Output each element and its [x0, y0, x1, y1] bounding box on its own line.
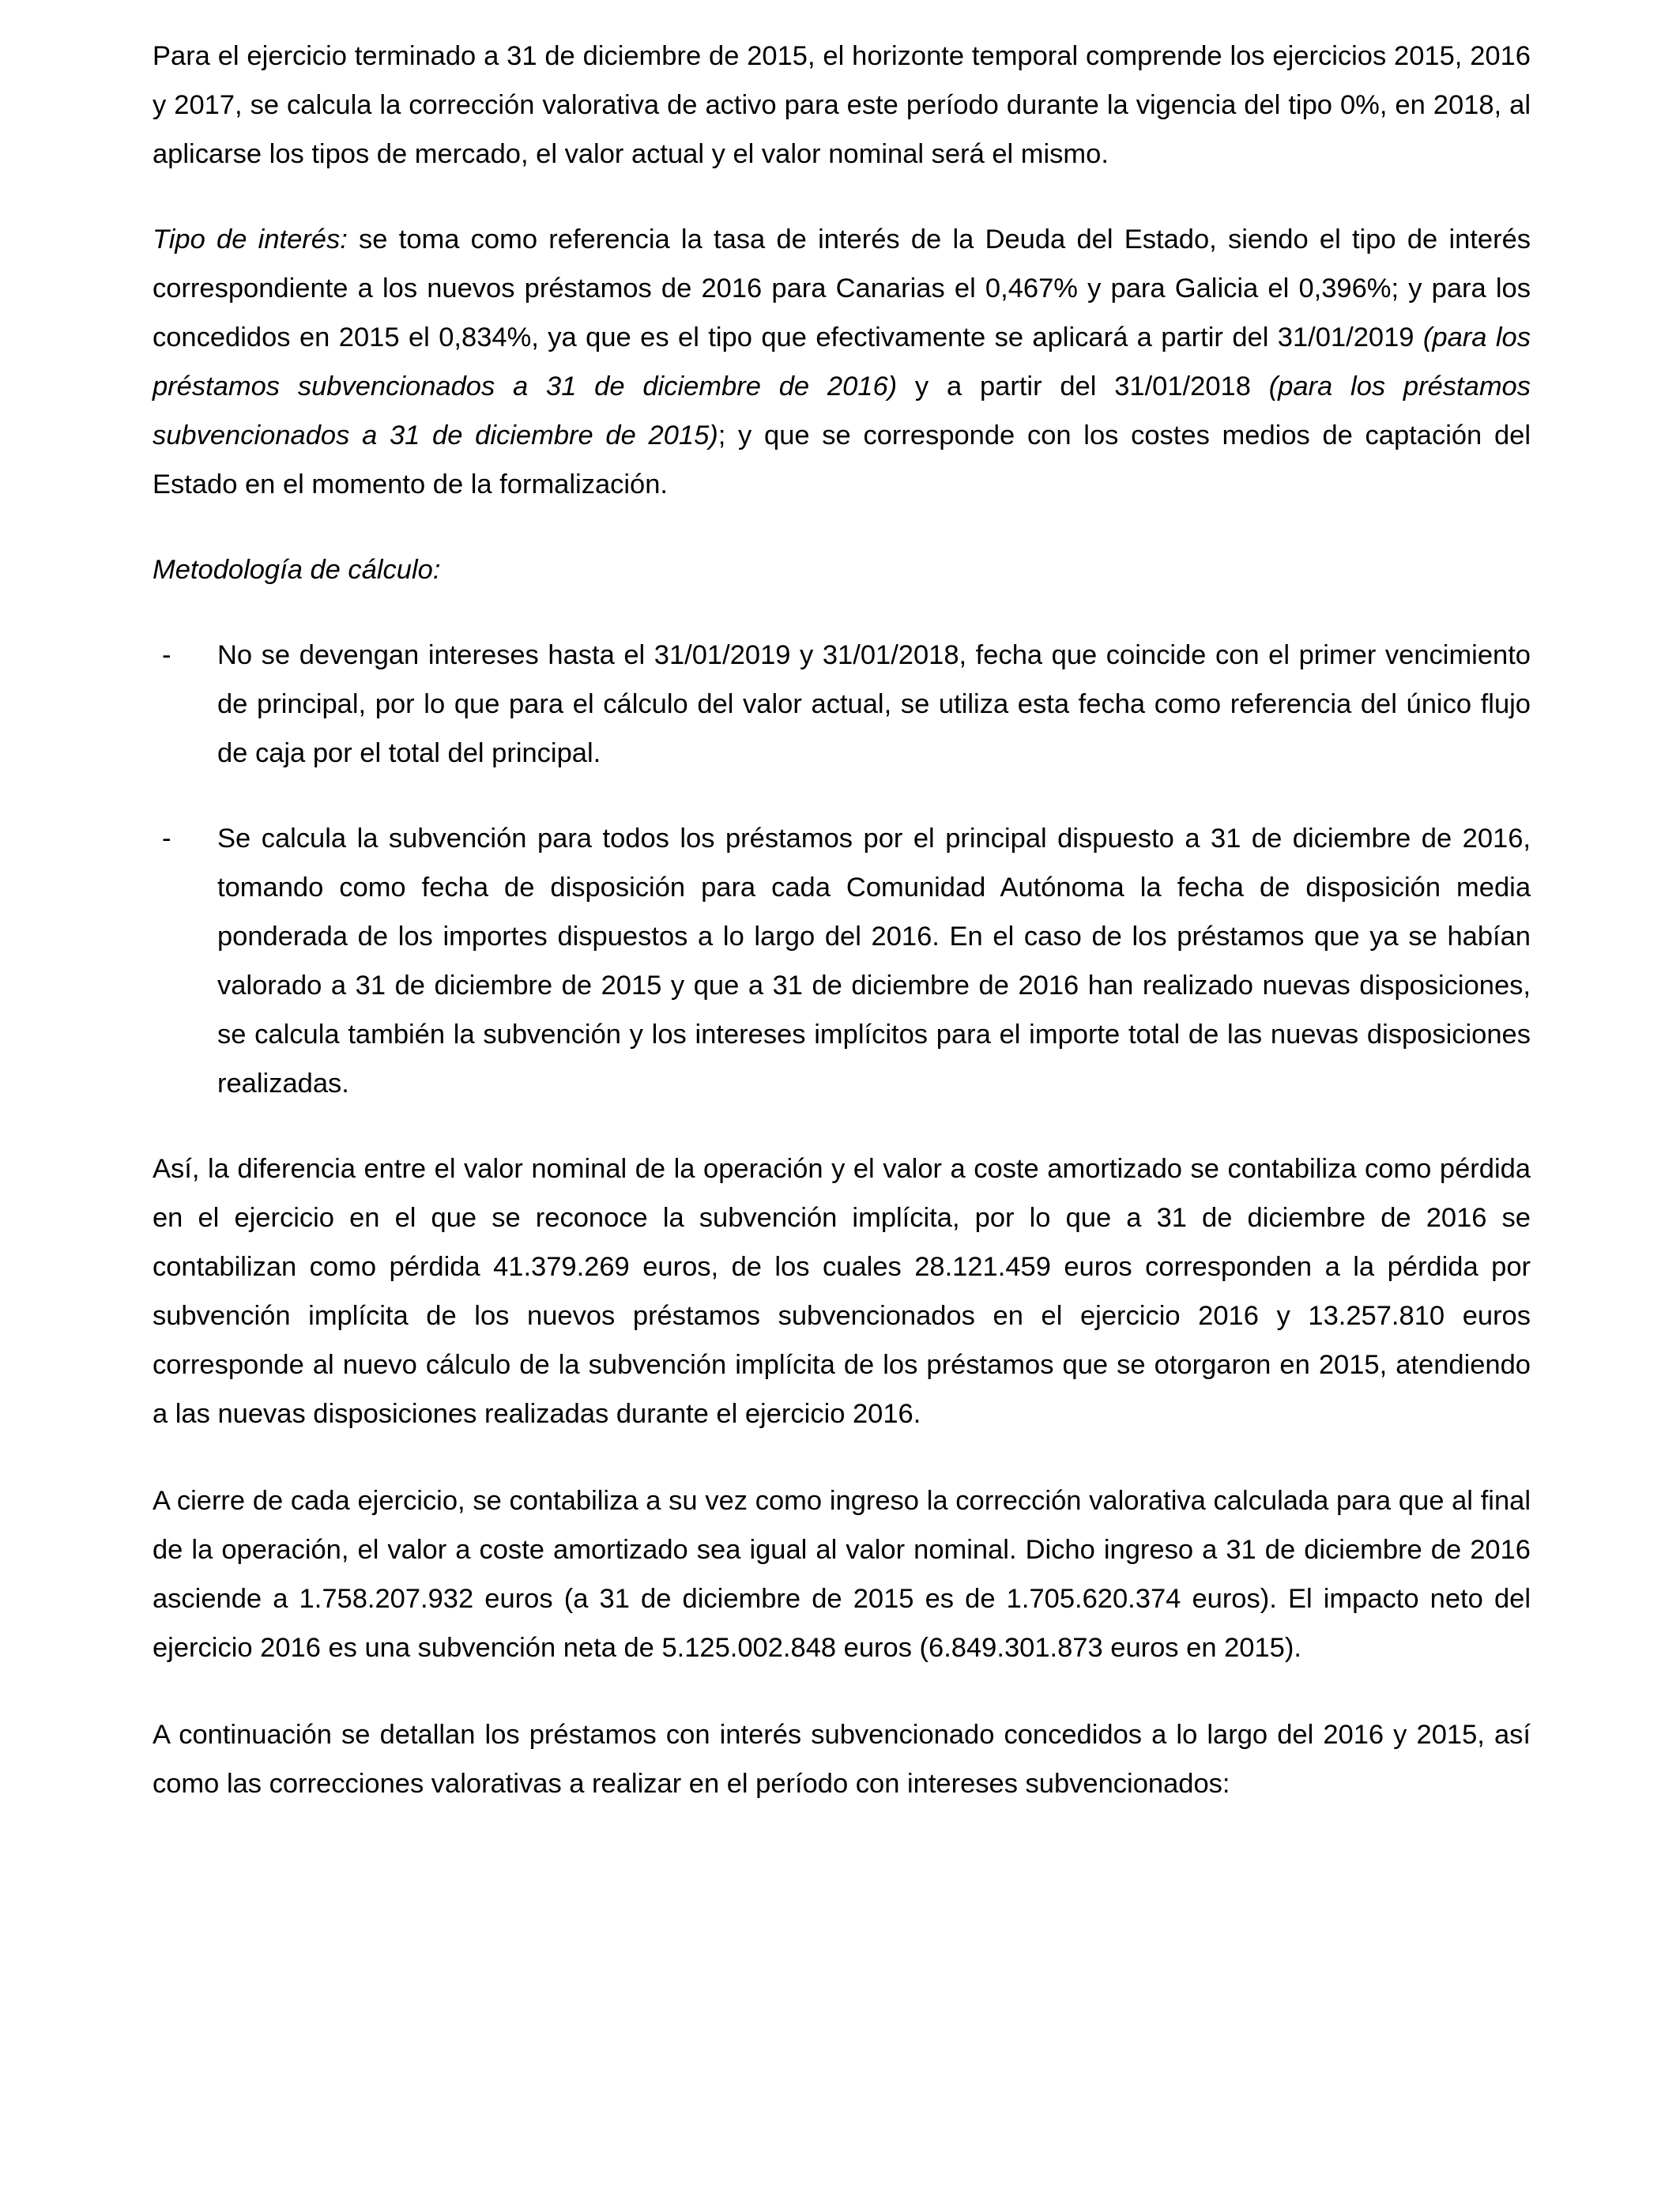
list-marker: -	[162, 640, 171, 670]
interest-rate-text-c: y a partir del 31/01/2018	[897, 371, 1269, 401]
interest-rate-text-e: ; y que se corresponde con los costes medios de captación del Estado en el momento de la formalización.	[153, 420, 1531, 499]
list-item-text: Se calcula la subvención para todos los préstamos por el principal dispuesto a 31 de diciembre de 2016, tomando como fecha de disposición para cada Comunidad Autónoma la fecha de disposición media ponderada de los importes dispuestos a lo largo del 2016. En el caso de los préstamos que ya se habían valorado a 31 de diciembre de 2015 y que a 31 de diciembre de 2016 han realizado nuevas disposiciones, se calcula también la subvención y los intereses implícitos para el importe total de las nuevas disposiciones realizadas.	[217, 824, 1531, 1099]
list-marker: -	[162, 824, 171, 854]
document-page	[153, 32, 1531, 1845]
paragraph-horizon: Para el ejercicio terminado a 31 de diciembre de 2015, el horizonte temporal comprende los ejercicios 2015, 2016 y 2017, se calcula la corrección valorativa de activo para este período durante la vigencia del tipo 0%, en 2018, al aplicarse los tipos de mercado, el valor actual y el valor nominal será el mismo.	[153, 41, 1531, 169]
paragraph-loss-recognition: Así, la diferencia entre el valor nominal de la operación y el valor a coste amortizado se contabiliza como pérdida en el ejercicio en el que se reconoce la subvención implícita, por lo que a 31 de diciembre de 2016 se contabilizan como pérdida 41.379.269 euros, de los cuales 28.121.459 euros corresponden a la pérdida por subvención implícita de los nuevos préstamos subvencionados en el ejercicio 2016 y 13.257.810 euros corresponde al nuevo cálculo de la subvención implícita de los préstamos que se otorgaron en 2015, atendiendo a las nuevas disposiciones realizadas durante el ejercicio 2016.	[153, 1154, 1531, 1429]
methodology-heading: Metodología de cálculo:	[153, 555, 441, 585]
paragraph-interest-rate	[153, 215, 1531, 509]
paragraph-detail-intro: A continuación se detallan los préstamos con interés subvencionado concedidos a lo largo del 2016 y 2015, así como las correcciones valorativas a realizar en el período con intereses subvencionados:	[153, 1720, 1531, 1799]
list-item-subsidy-calculation	[153, 814, 1531, 1108]
interest-rate-italic-d: (para los préstamos subvencionados a 31 de diciembre de 2015)	[153, 371, 1531, 450]
interest-rate-label: Tipo de interés:	[153, 224, 348, 254]
list-item-interest-accrual	[153, 631, 1531, 778]
paragraph-income-recognition: A cierre de cada ejercicio, se contabiliza a su vez como ingreso la corrección valorativa calculada para que al final de la operación, el valor a coste amortizado sea igual al valor nominal. Dicho ingreso a 31 de diciembre de 2016 asciende a 1.758.207.932 euros (a 31 de diciembre de 2015 es de 1.705.620.374 euros). El impacto neto del ejercicio 2016 es una subvención neta de 5.125.002.848 euros (6.849.301.873 euros en 2015).	[153, 1486, 1531, 1663]
list-item-text: No se devengan intereses hasta el 31/01/2019 y 31/01/2018, fecha que coincide con el primer vencimiento de principal, por lo que para el cálculo del valor actual, se utiliza esta fecha como referencia del único flujo de caja por el total del principal.	[217, 640, 1531, 768]
interest-rate-text-a: se toma como referencia la tasa de interés de la Deuda del Estado, siendo el tipo de interés correspondiente a los nuevos préstamos de 2016 para Canarias el 0,467% y para Galicia el 0,396%; y para los concedidos en 2015 el 0,834%, ya que es el tipo que efectivamente se aplicará a partir del 31/01/2019	[153, 224, 1531, 352]
interest-rate-italic-b: (para los préstamos subvencionados a 31 de diciembre de 2016)	[153, 322, 1531, 401]
